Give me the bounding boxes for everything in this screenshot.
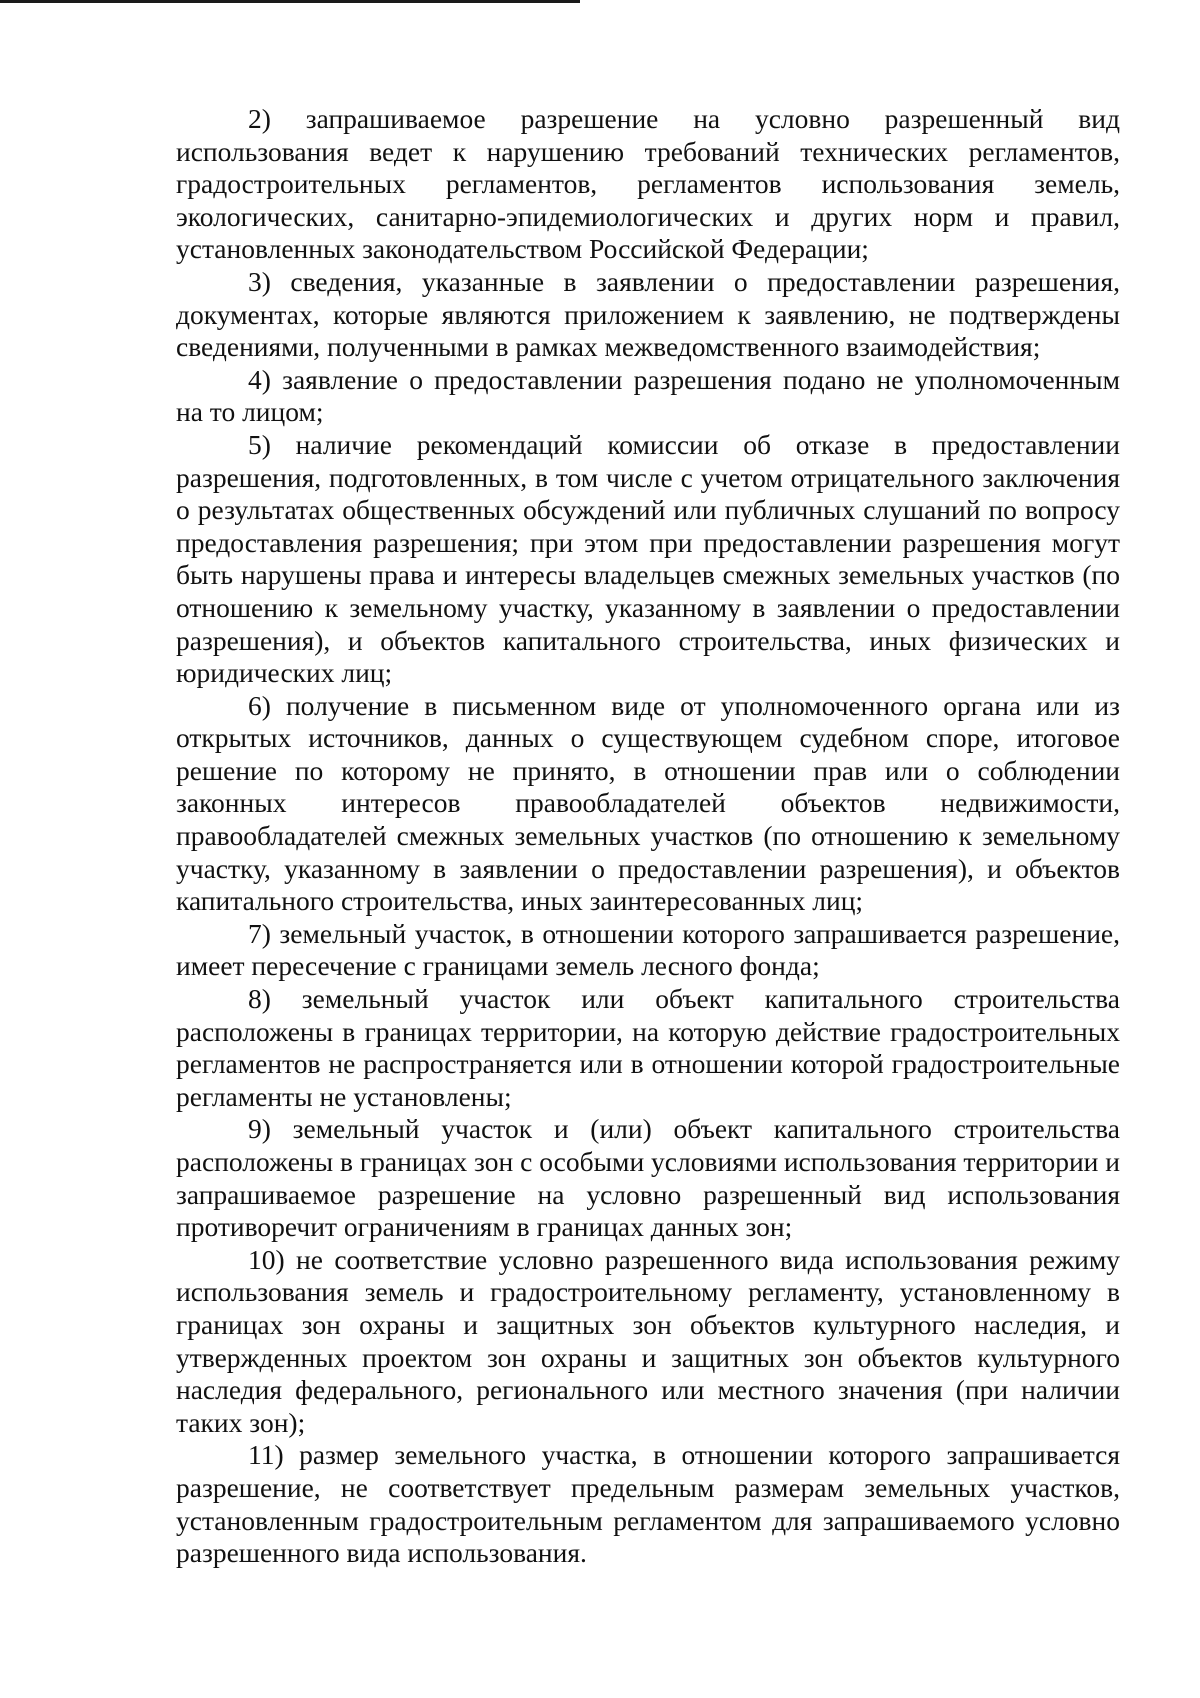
document-body [176,103,1120,1570]
paragraph-item-8: 8) земельный участок или объект капитального строительства расположены в границах территории, на которую действие градостроительных регламентов не распространяется или в отношении которой градостроительные регламенты не установлены; [176,983,1120,1112]
paragraph-item-10: 10) не соответствие условно разрешенного вида использования режиму использования земель и градостроительному регламенту, установленному в границах зон охраны и защитных зон объектов культурного наследия, и утвержденных проектом зон охраны и защитных зон объектов культурного наследия федерального, регионального или местного значения (при наличии таких зон); [176,1243,1120,1438]
paragraph-item-7: 7) земельный участок, в отношении которого запрашивается разрешение, имеет пересечение с границами земель лесного фонда; [176,917,1120,982]
paragraph-item-4: 4) заявление о предоставлении разрешения подано не уполномоченным на то лицом; [176,363,1120,428]
paragraph-item-11: 11) размер земельного участка, в отношении которого запрашивается разрешение, не соответствует предельным размерам земельных участков, установленным градостроительным регламентом для запрашиваемого условно разрешенного вида использования. [176,1439,1120,1569]
top-edge-rule [0,0,580,3]
paragraph-item-5: 5) наличие рекомендаций комиссии об отказе в предоставлении разрешения, подготовленных, в том числе с учетом отрицательного заключения о результатах общественных обсуждений или публичных слушаний по вопросу предоставления разрешения; при этом при предоставлении разрешения могут быть нарушены права и интересы владельцев смежных земельных участков (по отношению к земельному участку, указанному в заявлении о предоставлении разрешения), и объектов капитального строительства, иных физических и юридических лиц; [176,428,1120,689]
paragraph-item-2: 2) запрашиваемое разрешение на условно разрешенный вид использования ведет к нарушению требований технических регламентов, градостроительных регламентов, регламентов использования земель, экологических, санитарно-эпидемиологических и других норм и правил, установленных законодательством Российской Федерации; [176,103,1120,265]
paragraph-item-9: 9) земельный участок и (или) объект капитального строительства расположены в границах зон с особыми условиями использования территории и запрашиваемое разрешение на условно разрешенный вид использования противоречит ограничениям в границах данных зон; [176,1113,1120,1243]
paragraph-item-3: 3) сведения, указанные в заявлении о предоставлении разрешения, документах, которые являются приложением к заявлению, не подтверждены сведениями, полученными в рамках межведомственного взаимодействия; [176,265,1120,363]
paragraph-item-6: 6) получение в письменном виде от уполномоченного органа или из открытых источников, данных о существующем судебном споре, итоговое решение по которому не принято, в отношении прав или о соблюдении законных интересов правообладателей объектов недвижимости, правообладателей смежных земельных участков (по отношению к земельному участку, указанному в заявлении о предоставлении разрешения), и объектов капитального строительства, иных заинтересованных лиц; [176,689,1120,917]
